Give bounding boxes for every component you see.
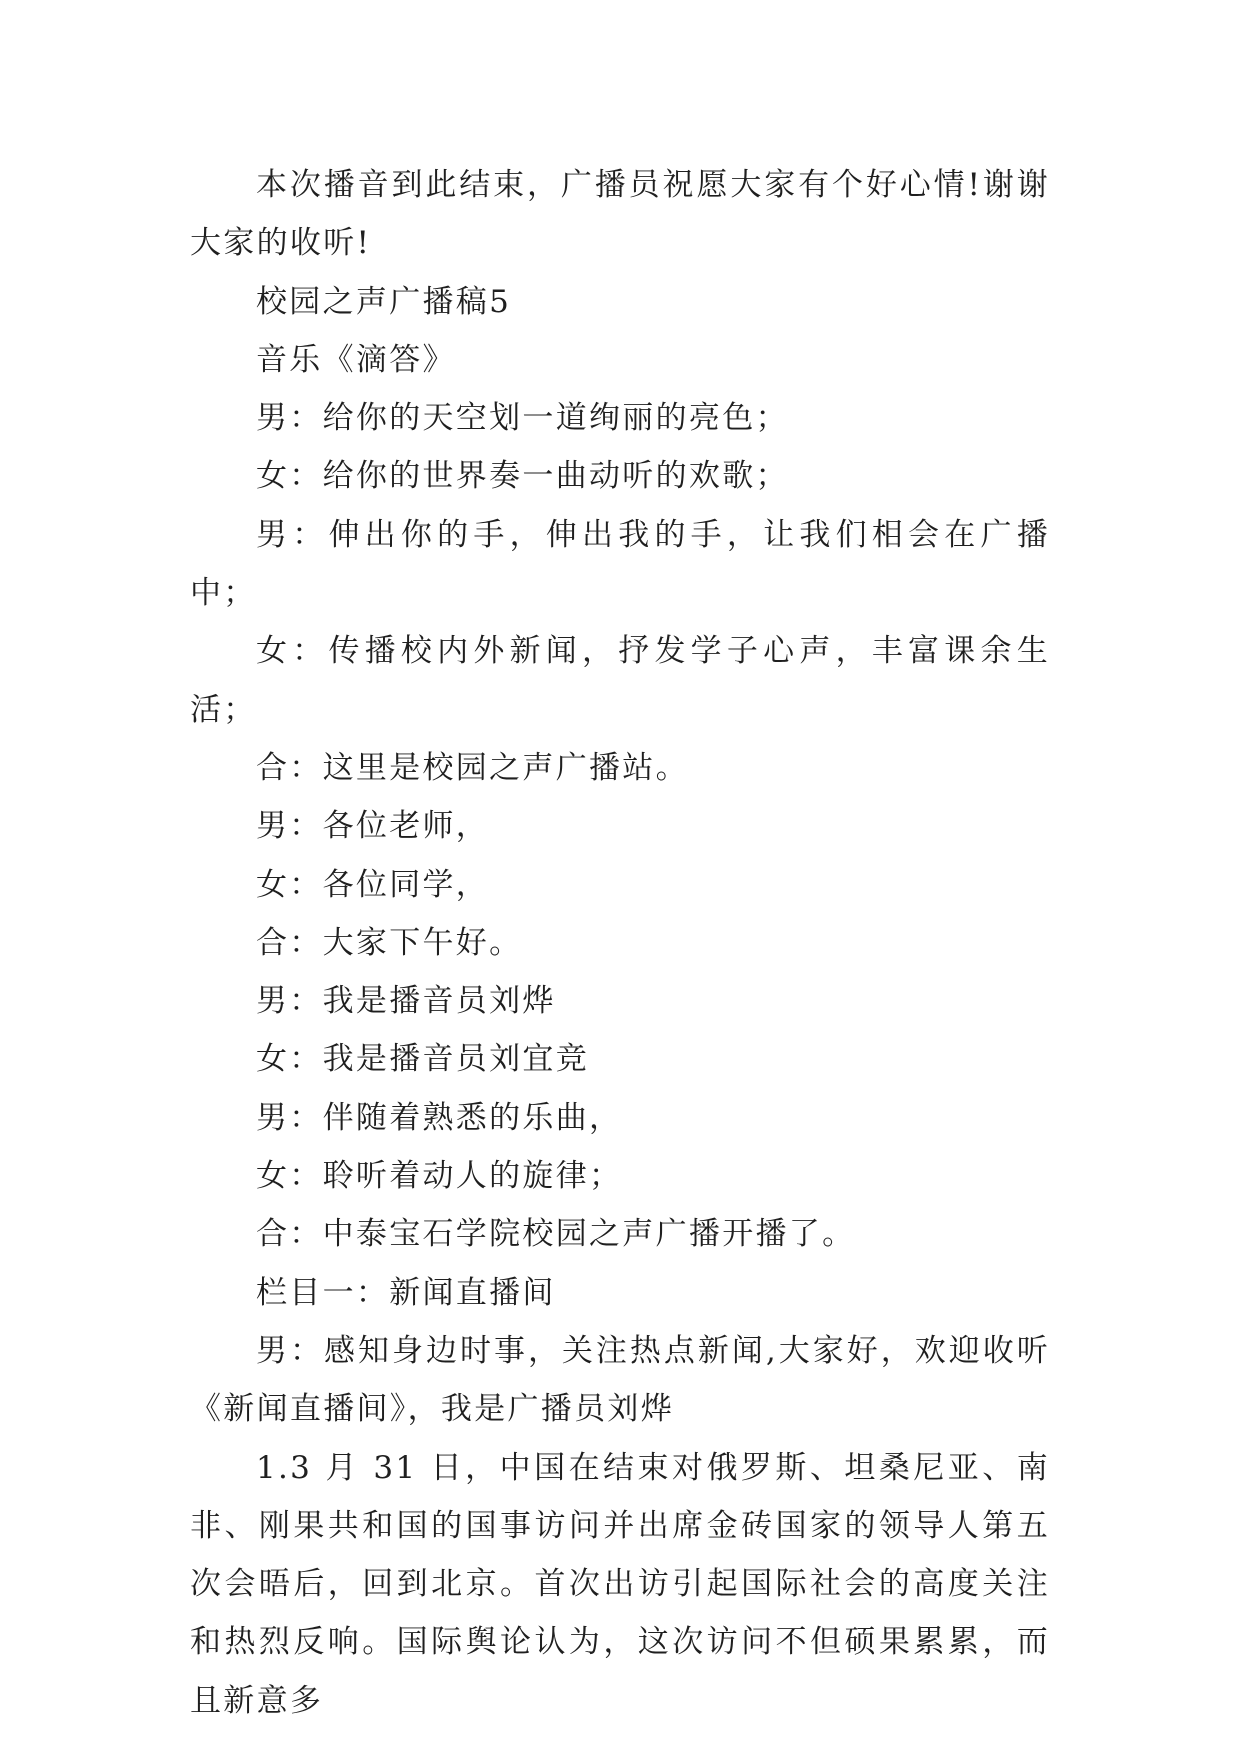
dialogue-line: 男：伸出你的手，伸出我的手，让我们相会在广播中； bbox=[190, 516, 1050, 612]
dialogue-line: 女：各位同学， bbox=[256, 866, 490, 903]
dialogue-line: 男：我是播音员刘烨 bbox=[256, 983, 556, 1020]
dialogue-line: 男：伴随着熟悉的乐曲， bbox=[256, 1099, 623, 1136]
dialogue-line: 女：我是播音员刘宜竞 bbox=[256, 1041, 589, 1078]
dialogue-line: 男：感知身边时事，关注热点新闻,大家好，欢迎收听《新闻直播间》，我是广播员刘烨 bbox=[190, 1332, 1050, 1428]
dialogue-line: 女：传播校内外新闻，抒发学子心声，丰富课余生活； bbox=[190, 633, 1050, 728]
dialogue-line: 男：各位老师， bbox=[256, 808, 490, 845]
dialogue-line: 女：聆听着动人的旋律； bbox=[256, 1158, 623, 1195]
news-item-paragraph: 1.3 月 31 日，中国在结束对俄罗斯、坦桑尼亚、南非、刚果共和国的国事访问并出席金砖国家的领导人第五次会晤后，回到北京。首次出访引起国际社会的高度关注和热烈反响。国际舆论认为，这次访问不但硕果累累，而且新意多 bbox=[190, 1449, 1050, 1719]
dialogue-line: 合：大家下午好。 bbox=[256, 924, 523, 961]
dialogue-line: 合：这里是校园之声广播站。 bbox=[256, 749, 689, 786]
music-cue: 音乐《滴答》 bbox=[256, 341, 456, 378]
closing-paragraph: 本次播音到此结束，广播员祝愿大家有个好心情!谢谢大家的收听! bbox=[190, 167, 1050, 262]
document-body bbox=[190, 156, 1050, 1730]
section-heading: 栏目一：新闻直播间 bbox=[256, 1274, 556, 1311]
script-title: 校园之声广播稿5 bbox=[256, 283, 512, 320]
dialogue-line: 男：给你的天空划一道绚丽的亮色； bbox=[256, 400, 789, 437]
dialogue-line: 女：给你的世界奏一曲动听的欢歌； bbox=[256, 458, 789, 495]
dialogue-line: 合：中泰宝石学院校园之声广播开播了。 bbox=[256, 1216, 856, 1253]
